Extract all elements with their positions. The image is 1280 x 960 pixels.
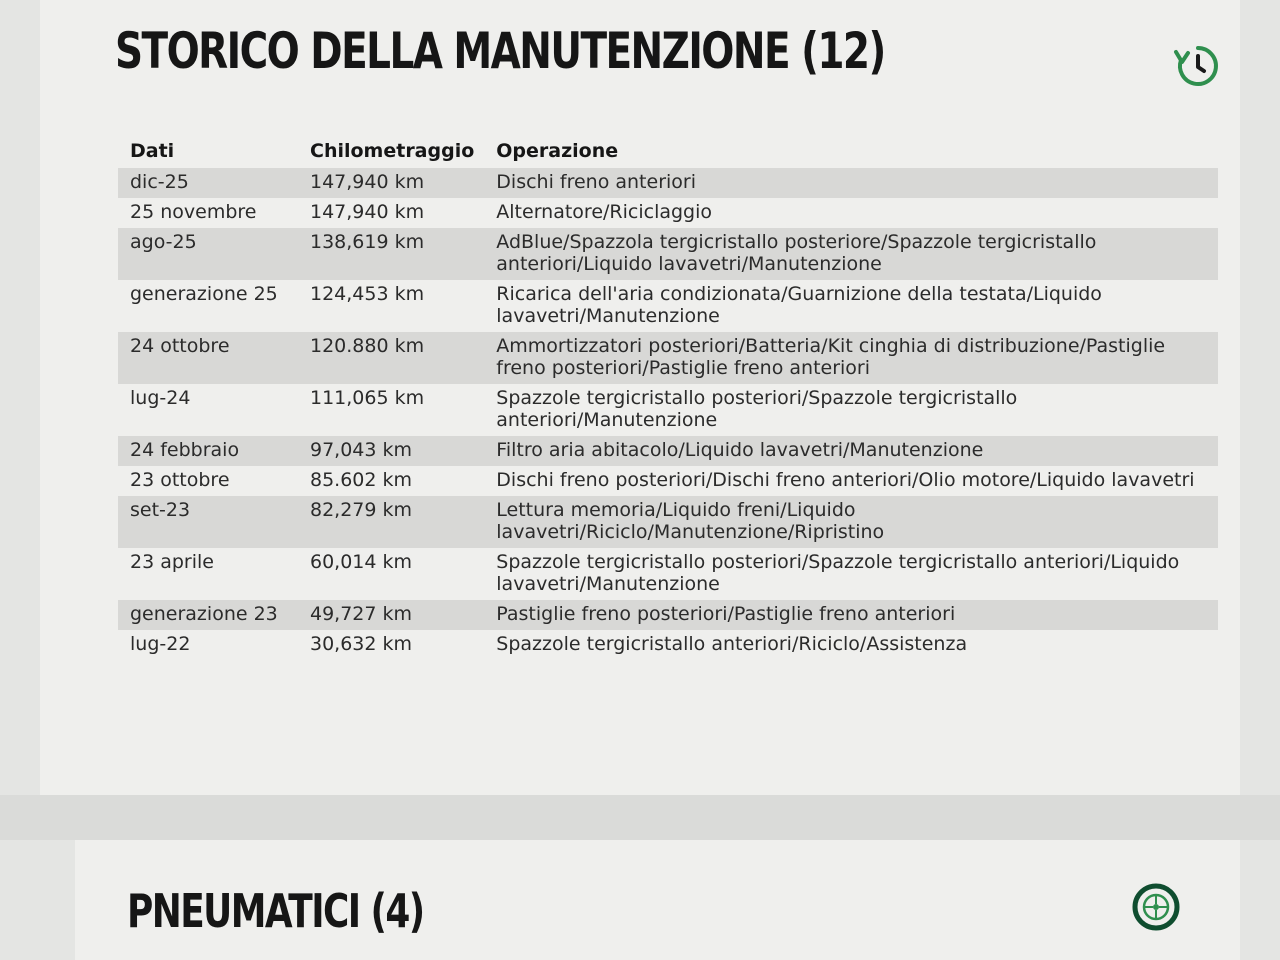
maintenance-history-card: [40, 0, 1240, 795]
row-mileage: 138,619 km: [298, 228, 484, 280]
table-row: [118, 280, 1218, 332]
row-operation: Pastiglie freno posteriori/Pastiglie freno anteriori: [484, 600, 1218, 630]
row-mileage: 124,453 km: [298, 280, 484, 332]
row-date: 24 febbraio: [118, 436, 298, 466]
row-operation: AdBlue/Spazzola tergicristallo posteriore/Spazzole tergicristallo anteriori/Liquido lavavetri/Manutenzione: [484, 228, 1218, 280]
table-row: [118, 548, 1218, 600]
table-row: [118, 168, 1218, 198]
row-date: generazione 25: [118, 280, 298, 332]
column-header-mileage: Chilometraggio: [310, 140, 475, 162]
row-mileage: 120.880 km: [298, 332, 484, 384]
row-mileage: 147,940 km: [298, 168, 484, 198]
table-row: [118, 466, 1218, 496]
table-row: [118, 332, 1218, 384]
table-row: [118, 198, 1218, 228]
row-mileage: 85.602 km: [298, 466, 484, 496]
row-mileage: 60,014 km: [298, 548, 484, 600]
row-date: lug-24: [118, 384, 298, 436]
row-operation: Spazzole tergicristallo posteriori/Spazzole tergicristallo anteriori/Liquido lavavetri/Manutenzione: [484, 548, 1218, 600]
table-row: [118, 496, 1218, 548]
row-operation: Alternatore/Riciclaggio: [484, 198, 1218, 228]
row-mileage: 49,727 km: [298, 600, 484, 630]
row-date: set-23: [118, 496, 298, 548]
row-date: lug-22: [118, 630, 298, 660]
row-operation: Filtro aria abitacolo/Liquido lavavetri/Manutenzione: [484, 436, 1218, 466]
table-row: [118, 384, 1218, 436]
row-mileage: 147,940 km: [298, 198, 484, 228]
row-date: 23 aprile: [118, 548, 298, 600]
table-row: [118, 436, 1218, 466]
table-row: [118, 228, 1218, 280]
tyre-icon[interactable]: [1131, 882, 1181, 932]
row-operation: Lettura memoria/Liquido freni/Liquido lavavetri/Riciclo/Manutenzione/Ripristino: [484, 496, 1218, 548]
row-operation: Ammortizzatori posteriori/Batteria/Kit cinghia di distribuzione/Pastiglie freno posteriori/Pastiglie freno anteriori: [484, 332, 1218, 384]
maintenance-history-title: STORICO DELLA MANUTENZIONE (12): [115, 22, 885, 80]
table-row: [118, 630, 1218, 660]
table-header-row: [118, 130, 1218, 168]
row-operation: Ricarica dell'aria condizionata/Guarnizione della testata/Liquido lavavetri/Manutenzione: [484, 280, 1218, 332]
section-divider: [0, 795, 1280, 840]
row-mileage: 82,279 km: [298, 496, 484, 548]
row-operation: Spazzole tergicristallo posteriori/Spazzole tergicristallo anteriori/Manutenzione: [484, 384, 1218, 436]
row-mileage: 30,632 km: [298, 630, 484, 660]
row-operation: Dischi freno posteriori/Dischi freno anteriori/Olio motore/Liquido lavavetri: [484, 466, 1218, 496]
row-mileage: 97,043 km: [298, 436, 484, 466]
row-date: generazione 23: [118, 600, 298, 630]
table-row: [118, 600, 1218, 630]
row-date: dic-25: [118, 168, 298, 198]
row-mileage: 111,065 km: [298, 384, 484, 436]
column-header-date: Dati: [130, 140, 175, 162]
row-date: 23 ottobre: [118, 466, 298, 496]
row-date: 25 novembre: [118, 198, 298, 228]
column-header-operation: Operazione: [496, 140, 619, 162]
row-operation: Dischi freno anteriori: [484, 168, 1218, 198]
row-operation: Spazzole tergicristallo anteriori/Riciclo/Assistenza: [484, 630, 1218, 660]
history-icon[interactable]: [1172, 40, 1224, 92]
row-date: 24 ottobre: [118, 332, 298, 384]
tyres-card: [75, 840, 1240, 960]
maintenance-table: [118, 130, 1218, 660]
row-date: ago-25: [118, 228, 298, 280]
tyres-title: PNEUMATICI (4): [127, 884, 424, 938]
